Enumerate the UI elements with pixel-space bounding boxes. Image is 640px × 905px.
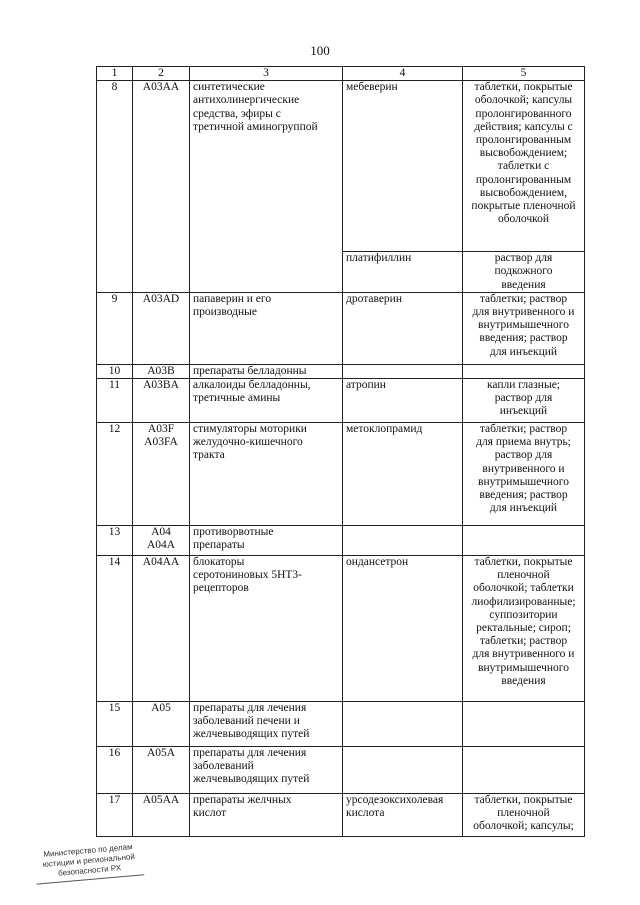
drug-name: урсодезоксихолевая кислота bbox=[343, 794, 463, 837]
group-name: стимуляторы моторики желудочно-кишечного тракта bbox=[190, 423, 343, 526]
dosage-form bbox=[463, 364, 585, 378]
atc-code: A03BA bbox=[133, 379, 190, 423]
row-number: 11 bbox=[97, 379, 133, 423]
table-row bbox=[97, 556, 585, 702]
drug-name: мебеверин bbox=[343, 81, 463, 252]
row-number: 13 bbox=[97, 526, 133, 556]
dosage-form: раствор для подкожного введения bbox=[463, 252, 585, 293]
dosage-form: таблетки; раствор для внутривенного и внутримышечного введения; раствор для инъекций bbox=[463, 292, 585, 364]
header-cell: 2 bbox=[133, 67, 190, 81]
dosage-form bbox=[463, 702, 585, 747]
header-cell: 4 bbox=[343, 67, 463, 81]
atc-code: A03AA bbox=[133, 81, 190, 293]
atc-code: A04 A04A bbox=[133, 526, 190, 556]
group-name: препараты белладонны bbox=[190, 364, 343, 378]
drug-name: платифиллин bbox=[343, 252, 463, 293]
group-name: препараты желчных кислот bbox=[190, 794, 343, 837]
table-header-row bbox=[97, 67, 585, 81]
group-name: алкалоиды белладонны, третичные амины bbox=[190, 379, 343, 423]
row-number: 8 bbox=[97, 81, 133, 293]
dosage-form bbox=[463, 526, 585, 556]
drug-name bbox=[343, 702, 463, 747]
table-row bbox=[97, 794, 585, 837]
drug-table bbox=[96, 66, 585, 837]
header-cell: 3 bbox=[190, 67, 343, 81]
drug-name: атропин bbox=[343, 379, 463, 423]
dosage-form: таблетки; раствор для приема внутрь; раствор для внутривенного и внутримышечного введения; раствор для инъекций bbox=[463, 423, 585, 526]
page-number: 100 bbox=[310, 43, 330, 58]
table-row bbox=[97, 364, 585, 378]
table-row bbox=[97, 292, 585, 364]
atc-code: A03B bbox=[133, 364, 190, 378]
atc-code: A05AA bbox=[133, 794, 190, 837]
dosage-form: капли глазные; раствор для инъекций bbox=[463, 379, 585, 423]
table-row bbox=[97, 379, 585, 423]
row-number: 14 bbox=[97, 556, 133, 702]
row-number: 16 bbox=[97, 747, 133, 794]
group-name: папаверин и его производные bbox=[190, 292, 343, 364]
table-row bbox=[97, 526, 585, 556]
group-name: противорвотные препараты bbox=[190, 526, 343, 556]
row-number: 10 bbox=[97, 364, 133, 378]
drug-name: метоклопрамид bbox=[343, 423, 463, 526]
group-name: блокаторы серотониновых 5HT3- рецепторов bbox=[190, 556, 343, 702]
dosage-form: таблетки, покрытые пленочной оболочкой; таблетки лиофилизированные; суппозитории ректальные; сироп; таблетки; раствор для внутривенного и внутримышечного введения bbox=[463, 556, 585, 702]
atc-code: A04AA bbox=[133, 556, 190, 702]
header-cell: 5 bbox=[463, 67, 585, 81]
dosage-form: таблетки, покрытые пленочной оболочкой; капсулы; bbox=[463, 794, 585, 837]
atc-code: A05 bbox=[133, 702, 190, 747]
dosage-form: таблетки, покрытые оболочкой; капсулы пролонгированного действия; капсулы с пролонгированным высвобождением; таблетки с пролонгированным высвобождением, покрытые пленочной оболочкой bbox=[463, 81, 585, 252]
atc-code: A03AD bbox=[133, 292, 190, 364]
row-number: 12 bbox=[97, 423, 133, 526]
table-row bbox=[97, 81, 585, 252]
header-cell: 1 bbox=[97, 67, 133, 81]
atc-code: A05A bbox=[133, 747, 190, 794]
drug-name bbox=[343, 364, 463, 378]
drug-name bbox=[343, 747, 463, 794]
row-number: 9 bbox=[97, 292, 133, 364]
drug-name: дротаверин bbox=[343, 292, 463, 364]
row-number: 15 bbox=[97, 702, 133, 747]
stamp-text: Министерство по делам юстиции и региональной безопасности РХ bbox=[42, 842, 136, 878]
drug-name bbox=[343, 526, 463, 556]
group-name: синтетические антихолинергические средства, эфиры с третичной аминогруппой bbox=[190, 81, 343, 293]
group-name: препараты для лечения заболеваний печени и желчевыводящих путей bbox=[190, 702, 343, 747]
table-row bbox=[97, 702, 585, 747]
drug-name: ондансетрон bbox=[343, 556, 463, 702]
group-name: препараты для лечения заболеваний желчевыводящих путей bbox=[190, 747, 343, 794]
table-row bbox=[97, 423, 585, 526]
table-row bbox=[97, 747, 585, 794]
row-number: 17 bbox=[97, 794, 133, 837]
atc-code: A03F A03FA bbox=[133, 423, 190, 526]
ministry-stamp bbox=[34, 841, 145, 884]
dosage-form bbox=[463, 747, 585, 794]
